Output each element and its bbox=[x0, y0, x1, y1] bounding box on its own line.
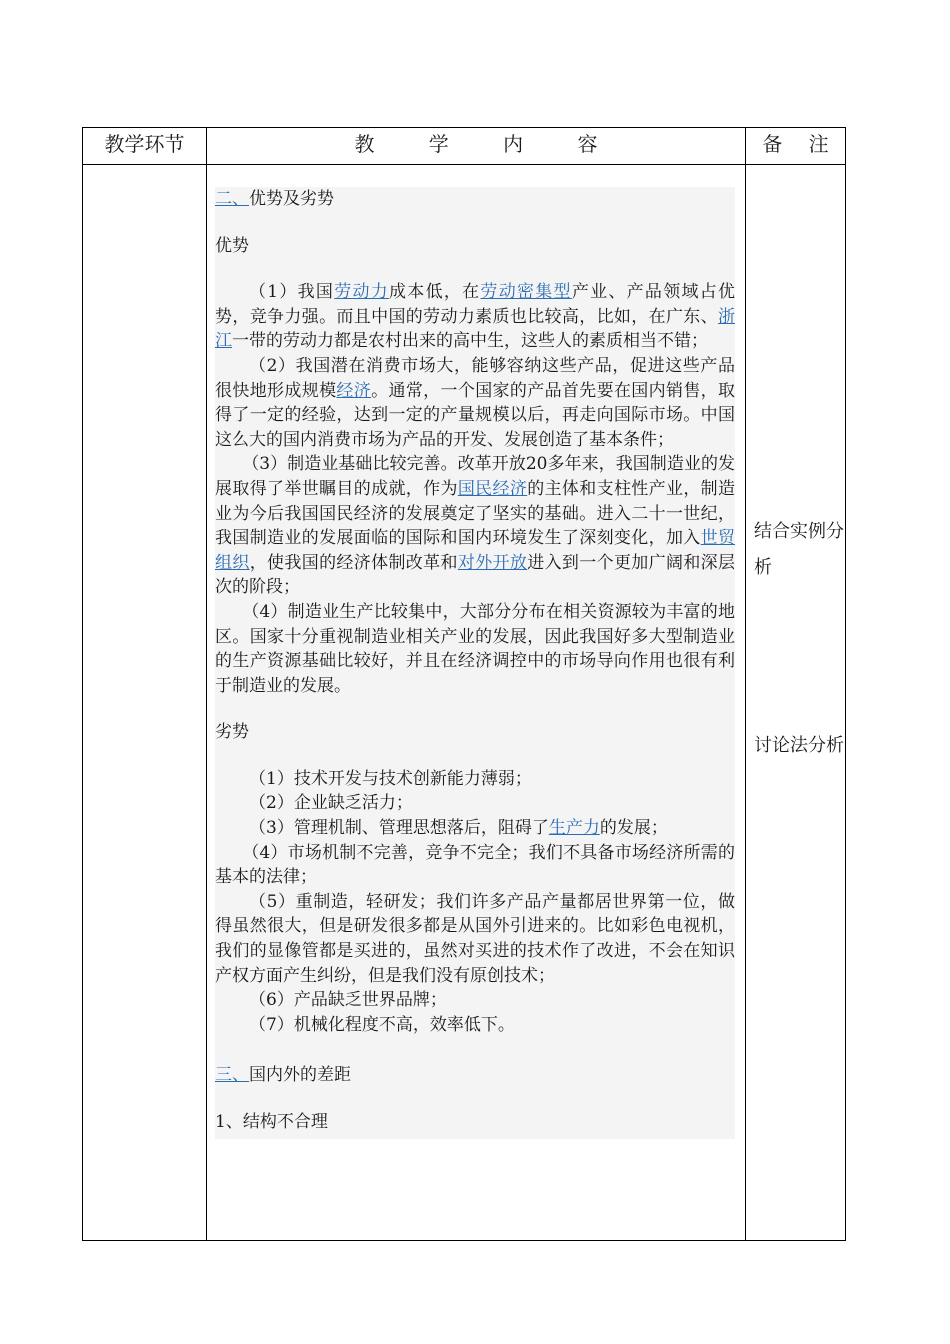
note-discussion-analysis: 讨论法分析 bbox=[754, 735, 844, 756]
disadvantage-4: （4）市场机制不完善，竞争不完全；我们不具备市场经济所需的基本的法律； bbox=[215, 842, 735, 888]
link-economy[interactable]: 经济 bbox=[336, 380, 372, 401]
body-row bbox=[83, 165, 846, 1241]
advantage-2: （2）我国潜在消费市场大，能够容纳这些产品，促进这些产品很快地形成规模经济。通常，一个国家的产品首先要在国内销售，取得了一定的经验，达到一定的产量规模以后，再走向国际市场。中国这么大的国内消费市场为产品的开发、发展创造了基本条件； bbox=[215, 355, 736, 450]
disadvantage-1: （1）技术开发与技术创新能力薄弱； bbox=[249, 768, 532, 789]
link-national-economy[interactable]: 国民经济 bbox=[457, 478, 528, 499]
advantage-4: （4）制造业生产比较集中，大部分分布在相关资源较为丰富的地区。国家十分重视制造业相关产业的发展，因此我国好多大型制造业的生产资源基础比较好，并且在经济调控中的市场导向作用也很有利于制造业的发展。 bbox=[215, 601, 735, 696]
stage-cell bbox=[83, 165, 207, 1241]
content-box bbox=[215, 187, 735, 1139]
link-wto[interactable]: 世贸组织 bbox=[215, 528, 736, 573]
link-productivity[interactable]: 生产力 bbox=[548, 818, 600, 839]
content-cell bbox=[207, 165, 746, 1241]
advantages-title: 优势 bbox=[215, 235, 249, 256]
link-zhejiang[interactable]: 浙江 bbox=[215, 306, 735, 352]
header-teaching-stage: 教学环节 bbox=[83, 128, 207, 165]
section-2-number-link[interactable]: 二、 bbox=[215, 189, 249, 209]
link-opening-up[interactable]: 对外开放 bbox=[457, 552, 528, 573]
link-labor[interactable]: 劳动力 bbox=[334, 282, 390, 303]
disadvantages-title: 劣势 bbox=[215, 722, 249, 743]
disadvantage-6: （6）产品缺乏世界品牌； bbox=[249, 990, 447, 1011]
section-3-heading: 三、国内外的差距 bbox=[215, 1065, 351, 1086]
header-row bbox=[83, 128, 846, 165]
link-labor-intensive[interactable]: 劳动密集型 bbox=[480, 282, 572, 303]
subsection-1: 1、结构不合理 bbox=[215, 1112, 328, 1132]
header-teaching-content: 教 学 内 容 bbox=[207, 128, 746, 165]
disadvantage-3: （3）管理机制、管理思想落后，阻碍了生产力的发展； bbox=[249, 818, 668, 839]
lesson-table bbox=[82, 127, 846, 1241]
disadvantage-5: （5）重制造，轻研发；我们许多产品产量都居世界第一位，做得虽然很大，但是研发很多都是从国外引进来的。比如彩色电视机，我们的显像管都是买进的，虽然对买进的技术作了改进，不会在知识产权方面产生纠纷，但是我们没有原创技术； bbox=[215, 891, 735, 986]
notes-box bbox=[746, 514, 845, 764]
advantage-1: （1）我国劳动力成本低，在劳动密集型产业、产品领域占优势，竞争力强。而且中国的劳动力素质也比较高，比如，在广东、浙江一带的劳动力都是农村出来的高中生，这些人的素质相当不错； bbox=[215, 282, 736, 352]
advantage-3: （3）制造业基础比较完善。改革开放20多年来，我国制造业的发展取得了举世瞩目的成就，作为国民经济的主体和支柱性产业，制造业为今后我国国民经济的发展奠定了坚实的基础。进入二十一世纪，我国制造业的发展面临的国际和国内环境发生了深刻变化，加入世贸组织，使我国的经济体制改革和对外开放进入到一个更加广阔和深层次的阶段； bbox=[215, 454, 736, 598]
section-2-heading: 二、优势及劣势 bbox=[215, 189, 334, 209]
disadvantage-7: （7）机械化程度不高，效率低下。 bbox=[249, 1014, 515, 1035]
notes-cell bbox=[746, 165, 846, 1241]
disadvantage-2: （2）企业缺乏活力； bbox=[249, 793, 413, 814]
section-3-number-link[interactable]: 三、 bbox=[215, 1065, 249, 1086]
header-remarks: 备 注 bbox=[746, 128, 846, 165]
note-example-analysis: 结合实例分析 bbox=[754, 521, 844, 578]
